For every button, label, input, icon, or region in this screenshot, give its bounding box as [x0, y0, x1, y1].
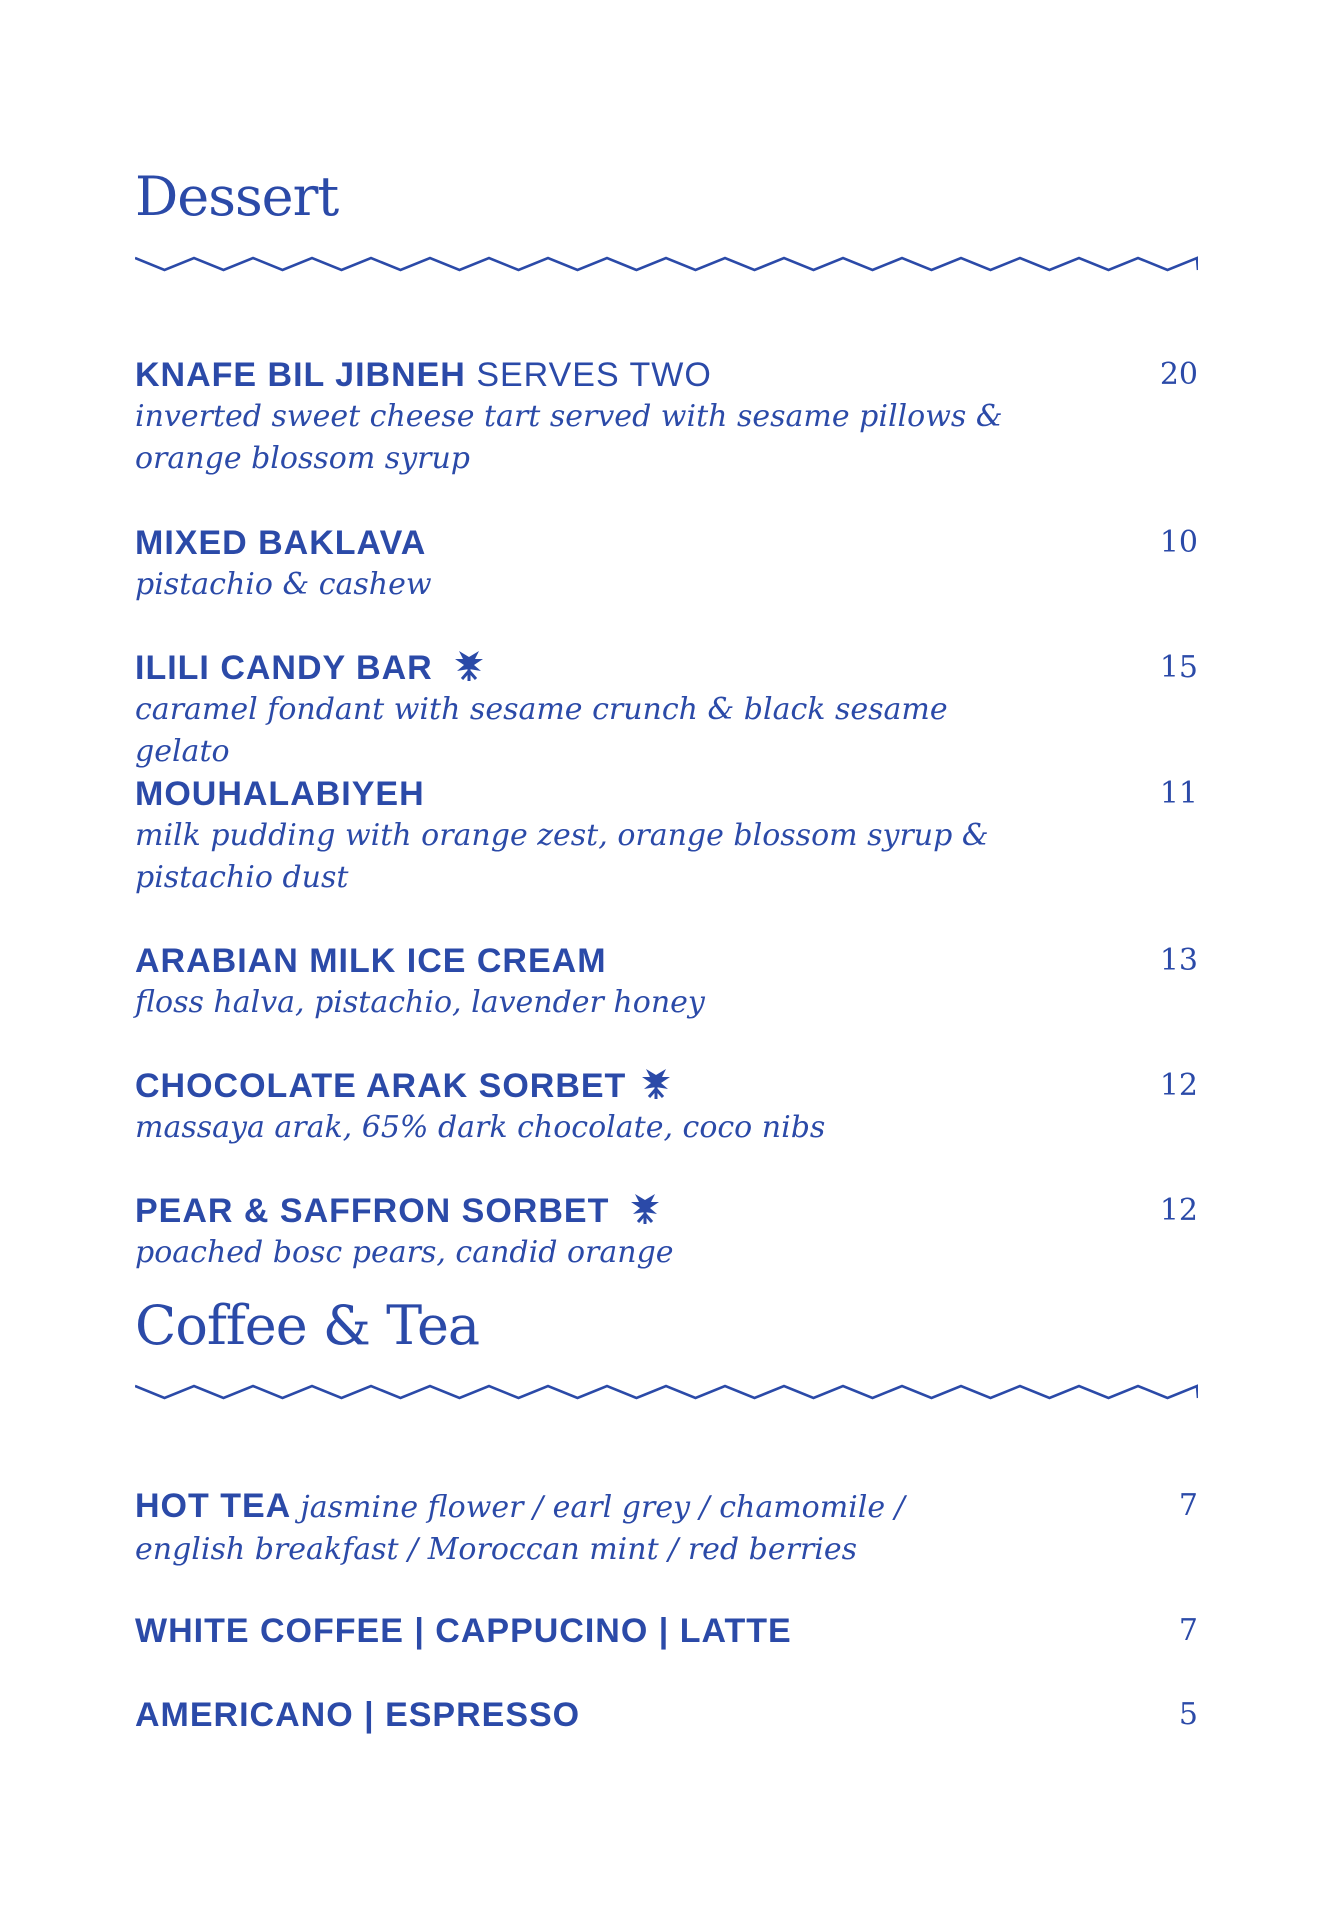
item-name: CHOCOLATE ARAK SORBET: [135, 1065, 672, 1107]
vegan-leaf-icon: [640, 1067, 672, 1101]
menu-item-baklava: [135, 522, 1198, 606]
menu-item-ice-cream: [135, 940, 1198, 1024]
item-price: 5: [1178, 1697, 1198, 1732]
menu-item-americano: [135, 1694, 1198, 1736]
item-name: MIXED BAKLAVA: [135, 524, 427, 562]
item-price: 7: [1178, 1613, 1198, 1648]
item-note: SERVES TWO: [476, 356, 712, 394]
item-description-continued: english breakfast / Moroccan mint / red berries: [135, 1532, 858, 1567]
item-price: 7: [1178, 1488, 1198, 1523]
item-price: 10: [1159, 525, 1198, 560]
item-description: caramel fondant with sesame crunch & black sesame gelato: [135, 692, 948, 769]
item-description: floss halva, pistachio, lavender honey: [135, 985, 705, 1020]
item-description: pistachio & cashew: [135, 567, 432, 602]
menu-item-white-coffee: [135, 1610, 1198, 1652]
item-price: 20: [1159, 357, 1198, 392]
item-price: 13: [1159, 943, 1198, 978]
item-name: WHITE COFFEE | CAPPUCINO | LATTE: [135, 1612, 792, 1650]
menu-item-pear-sorbet: [135, 1190, 1198, 1274]
vegan-leaf-icon: [453, 649, 485, 683]
item-description: inverted sweet cheese tart served with sesame pillows & orange blossom syrup: [135, 399, 1003, 476]
item-name: ILILI CANDY BAR: [135, 647, 485, 689]
item-name: HOT TEA jasmine flower / earl grey / chamomile /: [135, 1487, 905, 1525]
item-name: KNAFE BIL JIBNEH SERVES TWO: [135, 356, 712, 394]
item-description: jasmine flower / earl grey / chamomile /: [300, 1490, 905, 1525]
item-description: poached bosc pears, candid orange: [135, 1235, 674, 1270]
menu-item-mouhalabiyeh: [135, 773, 1198, 899]
item-description: massaya arak, 65% dark chocolate, coco nibs: [135, 1110, 826, 1145]
item-price: 15: [1159, 650, 1198, 685]
item-name: MOUHALABIYEH: [135, 775, 425, 813]
item-name: PEAR & SAFFRON SORBET: [135, 1190, 661, 1232]
zigzag-divider: [135, 252, 1198, 276]
menu-item-hot-tea: [135, 1485, 1198, 1571]
zigzag-divider: [135, 1380, 1198, 1404]
menu-item-chocolate-sorbet: [135, 1065, 1198, 1149]
vegan-leaf-icon: [629, 1192, 661, 1226]
item-price: 12: [1159, 1068, 1198, 1103]
item-description: milk pudding with orange zest, orange blossom syrup & pistachio dust: [135, 818, 989, 895]
dessert-title: Dessert: [135, 165, 339, 228]
item-name: AMERICANO | ESPRESSO: [135, 1696, 581, 1734]
item-price: 11: [1159, 776, 1198, 811]
item-price: 12: [1159, 1193, 1198, 1228]
menu-item-candy-bar: [135, 647, 1198, 773]
item-name: ARABIAN MILK ICE CREAM: [135, 942, 607, 980]
menu-item-knafe: [135, 354, 1198, 480]
coffee-tea-title: Coffee & Tea: [135, 1294, 480, 1357]
